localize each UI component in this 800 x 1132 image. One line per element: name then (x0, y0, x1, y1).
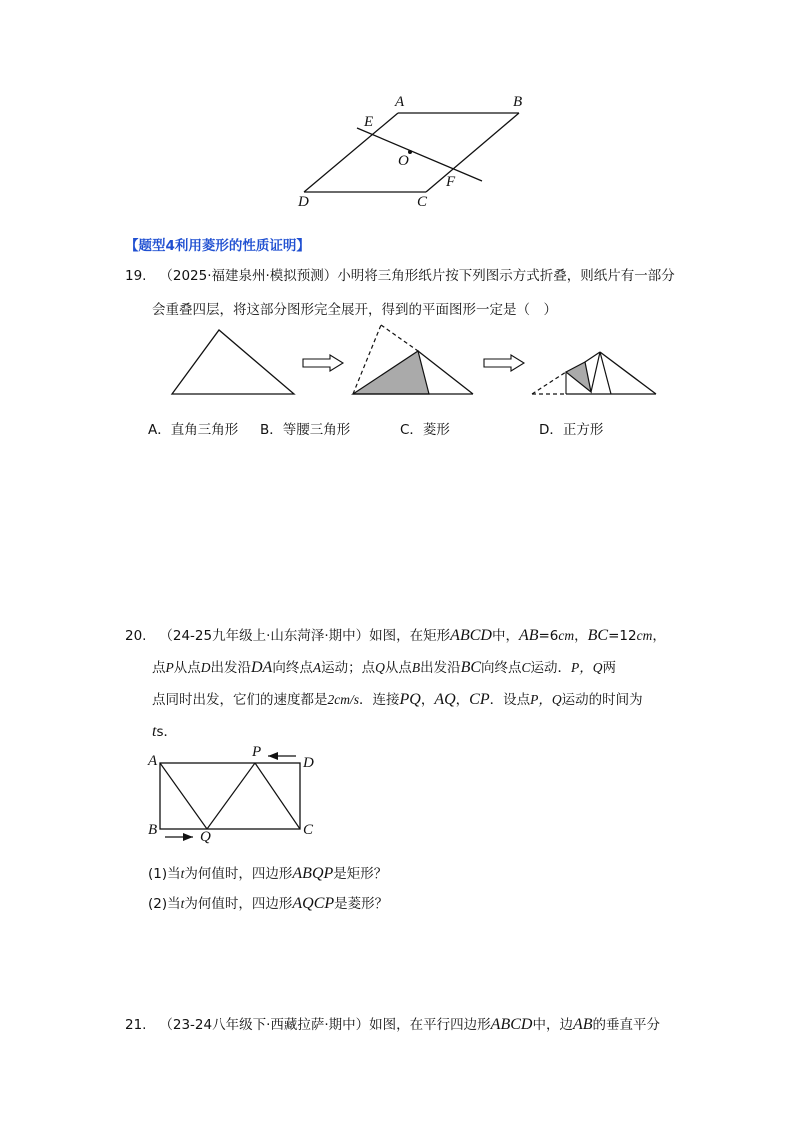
q20-text: 向终点 (481, 660, 522, 676)
label-b: B (513, 94, 523, 110)
q20-text: 两 (602, 660, 617, 676)
q20-line4 (152, 720, 177, 741)
q20-abcd: ABCD (450, 627, 492, 644)
label-c: C (417, 194, 428, 210)
q20-da: DA (251, 659, 273, 676)
q20-text: 为何值时，四边形 (184, 896, 293, 912)
q19-line1 (125, 264, 675, 284)
q19-number: 19. (125, 268, 147, 284)
q19-option-d: D．正方形 (539, 422, 604, 438)
q20-cp: CP (469, 691, 490, 708)
q20-abqp: ABQP (292, 865, 334, 882)
q20-text: 点同时出发，它们的速度都是 (152, 692, 328, 708)
label-d: D (298, 194, 309, 210)
q20-var: C (521, 660, 531, 675)
q19-text-2: 会重叠四层，将这部分图形完全展开，得到的平面图形一定是（ ） (152, 302, 557, 318)
q20-text: 向终点 (272, 660, 313, 676)
label-o: O (398, 153, 409, 169)
q20-text: ， (652, 628, 666, 644)
q20-pq: PQ (399, 691, 421, 708)
section-heading: 【题型4利用菱形的性质证明】 (125, 238, 310, 254)
q20-text: 运动的时间为 (561, 692, 643, 708)
q20-bc-value: =12 (608, 628, 637, 644)
q20-text: ， (455, 692, 470, 708)
rect-label-b: B (148, 822, 158, 838)
q20-text: ．设点 (489, 692, 531, 708)
label-f: F (446, 174, 456, 190)
q20-line3 (152, 688, 643, 709)
q21-text: 如图，在平行四边形 (369, 1017, 491, 1033)
q20-bc: BC (460, 659, 482, 676)
q19-option-b: B．等腰三角形 (260, 422, 351, 438)
q20-text: 运动；点 (321, 660, 376, 676)
q20-text: 出发沿 (420, 660, 461, 676)
q20-var: B (411, 660, 421, 675)
q20-var: t (180, 896, 185, 911)
q20-line2 (152, 656, 616, 677)
q21-ab: AB (572, 1016, 593, 1033)
q20-var: t (152, 723, 157, 740)
q20-text: 从点 (384, 660, 412, 676)
q20-text: ．连接 (359, 692, 400, 708)
label-e: E (364, 114, 374, 130)
q20-var: P，Q (571, 660, 603, 675)
label-a: A (395, 94, 405, 110)
q20-aq: AQ (434, 691, 456, 708)
rect-label-d: D (303, 755, 314, 771)
parallelogram-figure (0, 0, 800, 230)
q19-source: （2025·福建泉州·模拟预测） (159, 268, 338, 284)
q19-option-a: A．直角三角形 (148, 422, 239, 438)
q20-text: ， (574, 628, 588, 644)
q20-aqcp: AQCP (292, 895, 335, 912)
q21-number: 21. (125, 1017, 147, 1033)
q21-text: 的垂直平分 (592, 1017, 660, 1033)
q21-source: （23-24八年级下·西藏拉萨·期中） (159, 1017, 370, 1033)
rect-label-a: A (148, 753, 158, 769)
q19-option-c: C．菱形 (400, 422, 450, 438)
q20-source: （24-25九年级上·山东菏泽·期中） (159, 628, 370, 644)
q21-abcd: ABCD (490, 1016, 533, 1033)
q20-ab-value: =6 (538, 628, 559, 644)
q20-line1 (125, 624, 666, 645)
q21-line1 (125, 1013, 660, 1034)
q20-text: (1)当 (148, 866, 181, 882)
q20-number: 20. (125, 628, 147, 644)
q20-text: 从点 (173, 660, 201, 676)
q20-var: A (312, 660, 322, 675)
q21-text: 中，边 (532, 1017, 573, 1033)
rect-label-p: P (252, 744, 262, 760)
q20-text: 是矩形？ (333, 866, 388, 882)
rectangle-figure (0, 740, 800, 860)
q20-var: P，Q (530, 692, 562, 707)
q20-text: 是菱形？ (334, 896, 389, 912)
q20-var: P (165, 660, 174, 675)
q20-text: 运动． (530, 660, 572, 676)
rect-label-q: Q (200, 829, 211, 845)
q20-text: (2)当 (148, 896, 181, 912)
q20-sub1 (148, 862, 387, 883)
q20-text: 如图，在矩形 (369, 628, 451, 644)
q20-text: 出发沿 (210, 660, 251, 676)
q20-var: Q (375, 660, 385, 675)
q20-var: t (180, 866, 185, 881)
q19-text-1: 小明将三角形纸片按下列图示方式折叠，则纸片有一部分 (337, 268, 675, 284)
q20-var: D (200, 660, 211, 675)
q20-text: 中， (491, 628, 519, 644)
q20-text: 为何值时，四边形 (184, 866, 293, 882)
q20-text: 点 (152, 660, 166, 676)
q20-sub2 (148, 892, 388, 913)
q20-bc: BC (587, 627, 609, 644)
q20-text: ， (420, 692, 435, 708)
q20-ab: AB (518, 627, 539, 644)
q20-text: s． (156, 724, 177, 740)
q20-unit: cm (558, 628, 575, 643)
q20-unit: cm (636, 628, 653, 643)
rect-label-c: C (303, 822, 314, 838)
q20-speed: 2cm/s (327, 692, 359, 707)
